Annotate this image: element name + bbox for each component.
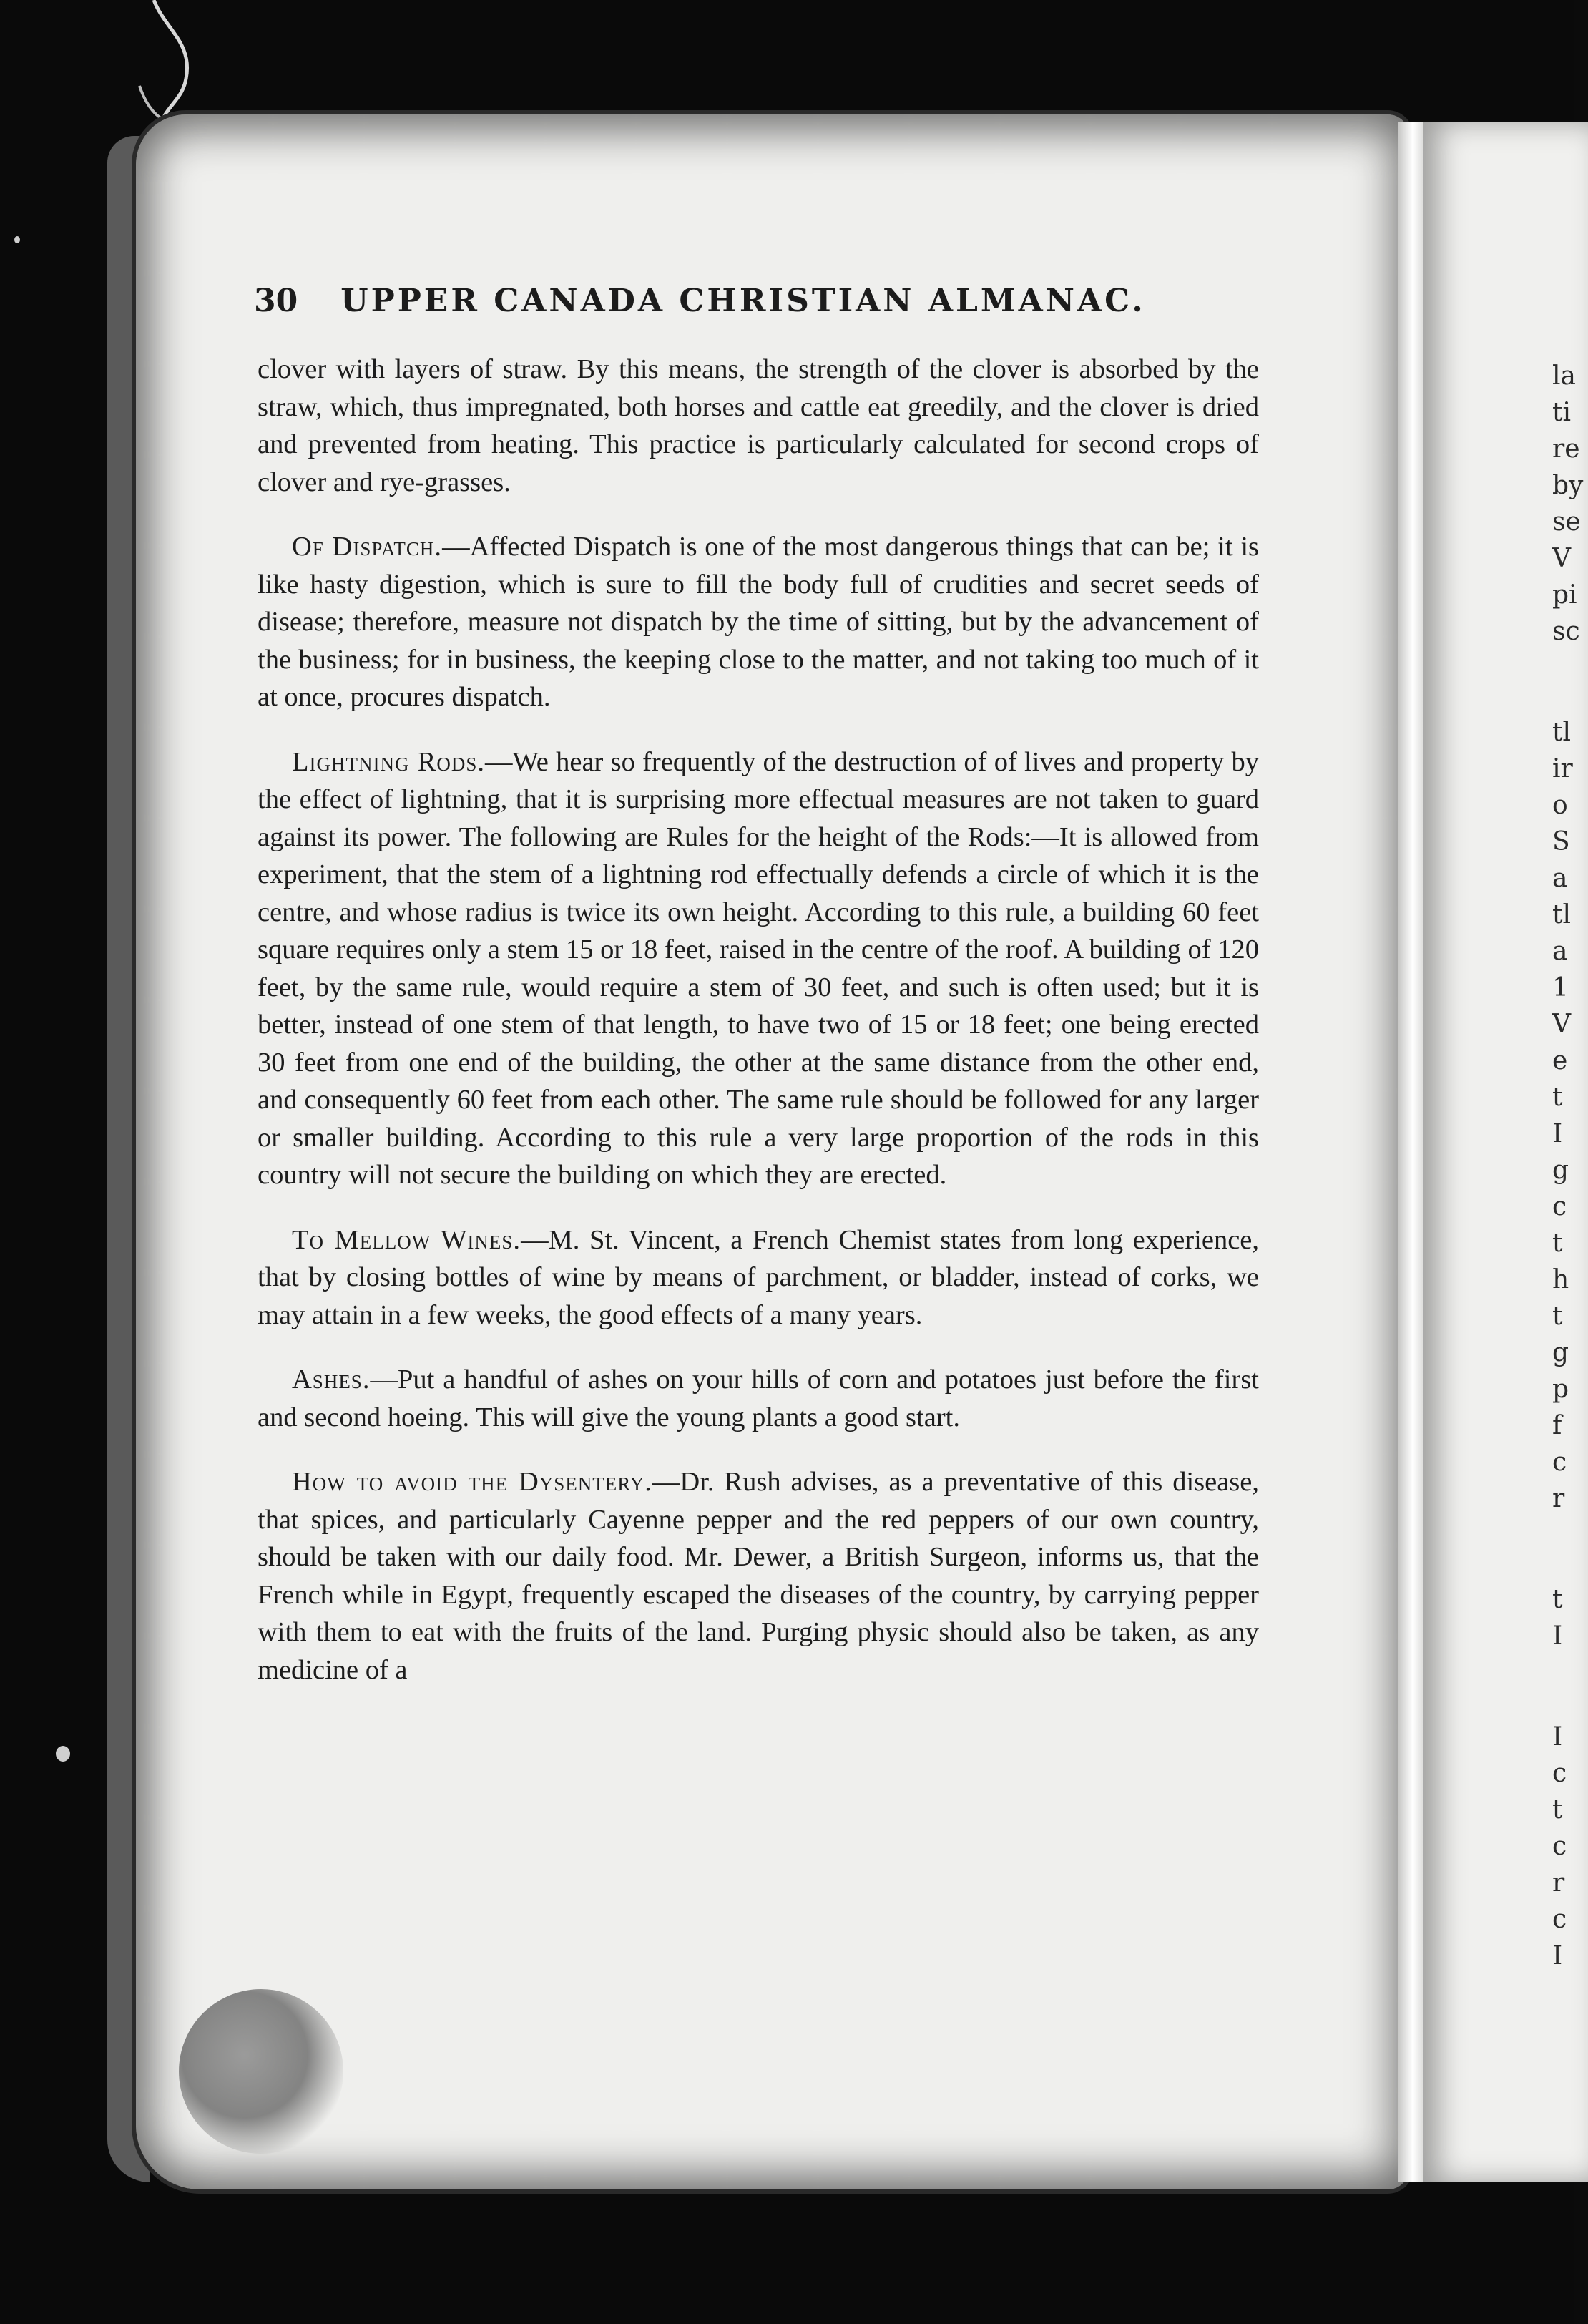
paragraph-text: clover with layers of straw. By this means, the strength of the clover is absorbed by the straw, which, thus impregnated, both horses and cattle eat greedily, and the clover is dried and prevented from heating. This practice is particularly calculated for second crops of clover and rye-grasses. bbox=[258, 354, 1259, 497]
facing-page-fragment: r bbox=[1552, 1868, 1565, 1898]
facing-page-fragment: re bbox=[1552, 434, 1580, 464]
facing-page-fragment: t bbox=[1552, 1585, 1563, 1614]
facing-page-fragment: c bbox=[1552, 1905, 1567, 1934]
paragraph-dispatch bbox=[258, 528, 1259, 716]
paragraph-text: —We hear so frequently of the destruction of of lives and property by the effect of lightning, that it is surprising more effectual measures are not taken to guard against its power. The following are Rules for the height of the Rods:—It is allowed from experiment, that the stem of a lightning rod effectually defends a circle of which it is the centre, and whose radius is twice its own height. According to this rule, a building 60 feet square requires only a stem 15 or 18 feet, raised in the centre of the roof. A building of 120 feet, by the same rule, would require a stem of 30 feet, and such is often used; but it is better, instead of one stem of that length, to have two of 15 or 18 feet; one being erected 30 feet from one end of the building, the other at the same distance from the other end, and consequently 60 feet from each other. The same rule should be followed for any larger or smaller building. According to this rule a very large proportion of the rods in this country will not secure the building on which they are erected. bbox=[258, 746, 1259, 1190]
facing-page-fragment: I bbox=[1552, 1722, 1563, 1752]
facing-page-fragment: g bbox=[1552, 1338, 1569, 1367]
facing-page-fragment: V bbox=[1552, 544, 1571, 573]
facing-page-fragment: r bbox=[1552, 1484, 1565, 1513]
facing-page-fragment: pi bbox=[1552, 580, 1577, 610]
page-header bbox=[254, 283, 1241, 319]
paragraph-mellow-wines bbox=[258, 1221, 1259, 1334]
facing-page-fragment: I bbox=[1552, 1941, 1563, 1971]
paragraph-heading: To Mellow Wines. bbox=[292, 1224, 521, 1255]
page-number: 30 bbox=[254, 283, 298, 319]
paragraph-text: —Put a handful of ashes on your hills of corn and potatoes just before the first and second hoeing. This will give the young plants a good start. bbox=[258, 1364, 1259, 1432]
facing-page-fragment: o bbox=[1552, 791, 1568, 820]
paragraph-heading: Of Dispatch. bbox=[292, 532, 443, 562]
book-gutter bbox=[1398, 122, 1427, 2182]
paragraph-heading: Lightning Rods. bbox=[292, 746, 486, 777]
facing-page-fragment: la bbox=[1552, 361, 1576, 391]
page-stain bbox=[179, 1989, 343, 2154]
facing-page-fragment: ir bbox=[1552, 754, 1573, 783]
facing-page-fragment: S bbox=[1552, 827, 1570, 856]
paragraph-ashes bbox=[258, 1361, 1259, 1436]
paragraph-heading: Ashes. bbox=[292, 1364, 371, 1395]
facing-page-fragment: sc bbox=[1552, 617, 1580, 646]
paragraph-text: —M. St. Vincent, a French Chemist states from long experience, that by closing bottles of wine by means of parchment, or bladder, instead of corks, we may attain in a few weeks, the good effects of a many years. bbox=[258, 1224, 1259, 1330]
facing-page-fragment bbox=[1552, 1654, 1581, 1719]
facing-page-fragment: ti bbox=[1552, 398, 1571, 427]
paragraph-dysentery bbox=[258, 1463, 1259, 1689]
facing-page-fragment: c bbox=[1552, 1192, 1567, 1221]
paragraph-heading: How to avoid the Dysentery. bbox=[292, 1467, 652, 1497]
facing-page-fragment: e bbox=[1552, 1046, 1568, 1075]
body-text bbox=[258, 351, 1259, 1716]
facing-page-fragment: t bbox=[1552, 1083, 1563, 1112]
facing-page-fragment: h bbox=[1552, 1265, 1569, 1294]
dust-speck bbox=[56, 1746, 70, 1762]
facing-page-fragment: a bbox=[1552, 937, 1568, 966]
running-title: UPPER CANADA CHRISTIAN ALMANAC. bbox=[340, 283, 1146, 319]
facing-page-fragment bbox=[1552, 1517, 1581, 1581]
facing-page-fragment: f bbox=[1552, 1411, 1562, 1440]
facing-page-fragment: 1 bbox=[1552, 973, 1569, 1002]
facing-page-fragment: t bbox=[1552, 1795, 1563, 1825]
facing-page-fragment: I bbox=[1552, 1119, 1563, 1148]
facing-page-fragment bbox=[1552, 650, 1581, 714]
facing-page-fragment: c bbox=[1552, 1447, 1567, 1477]
facing-page-fragment: c bbox=[1552, 1759, 1567, 1788]
facing-page-fragment: I bbox=[1552, 1621, 1563, 1651]
facing-page-fragment: a bbox=[1552, 864, 1568, 893]
facing-page-fragment: c bbox=[1552, 1832, 1567, 1861]
paragraph-text: —Dr. Rush advises, as a preventative of this disease, that spices, and particularly Cayenne pepper and the red peppers of our own country, should be taken with our daily food. Mr. Dewer, a British Surgeon, informs us, that the French while in Egypt, frequently escaped the diseases of the country, by carrying pepper with them to eat with the fruits of the land. Purging physic should also be taken, as any medicine of a bbox=[258, 1467, 1259, 1685]
facing-page-fragment: t bbox=[1552, 1302, 1563, 1331]
facing-page-fragment: t bbox=[1552, 1229, 1563, 1258]
facing-page-fragment: V bbox=[1552, 1010, 1571, 1039]
facing-page-fragment: tl bbox=[1552, 900, 1571, 929]
facing-page-fragment: tl bbox=[1552, 718, 1571, 747]
dust-speck bbox=[14, 236, 20, 243]
facing-page-fragment: se bbox=[1552, 507, 1581, 537]
facing-page-fragment: by bbox=[1552, 471, 1584, 500]
paragraph-lightning-rods bbox=[258, 743, 1259, 1194]
paragraph-text: —Affected Dispatch is one of the most dangerous things that can be; it is like hasty digestion, which is sure to fill the body full of crudities and secret seeds of disease; therefore, measure not dispatch by the time of sitting, but by the advancement of the business; for in business, the keeping close to the matter, and not taking too much of it at once, procures dispatch. bbox=[258, 532, 1259, 712]
facing-page-fragment: p bbox=[1552, 1375, 1569, 1404]
facing-page-fragment: g bbox=[1552, 1156, 1569, 1185]
facing-page-text-fragments bbox=[1552, 358, 1584, 1974]
paragraph-clover bbox=[258, 351, 1259, 501]
